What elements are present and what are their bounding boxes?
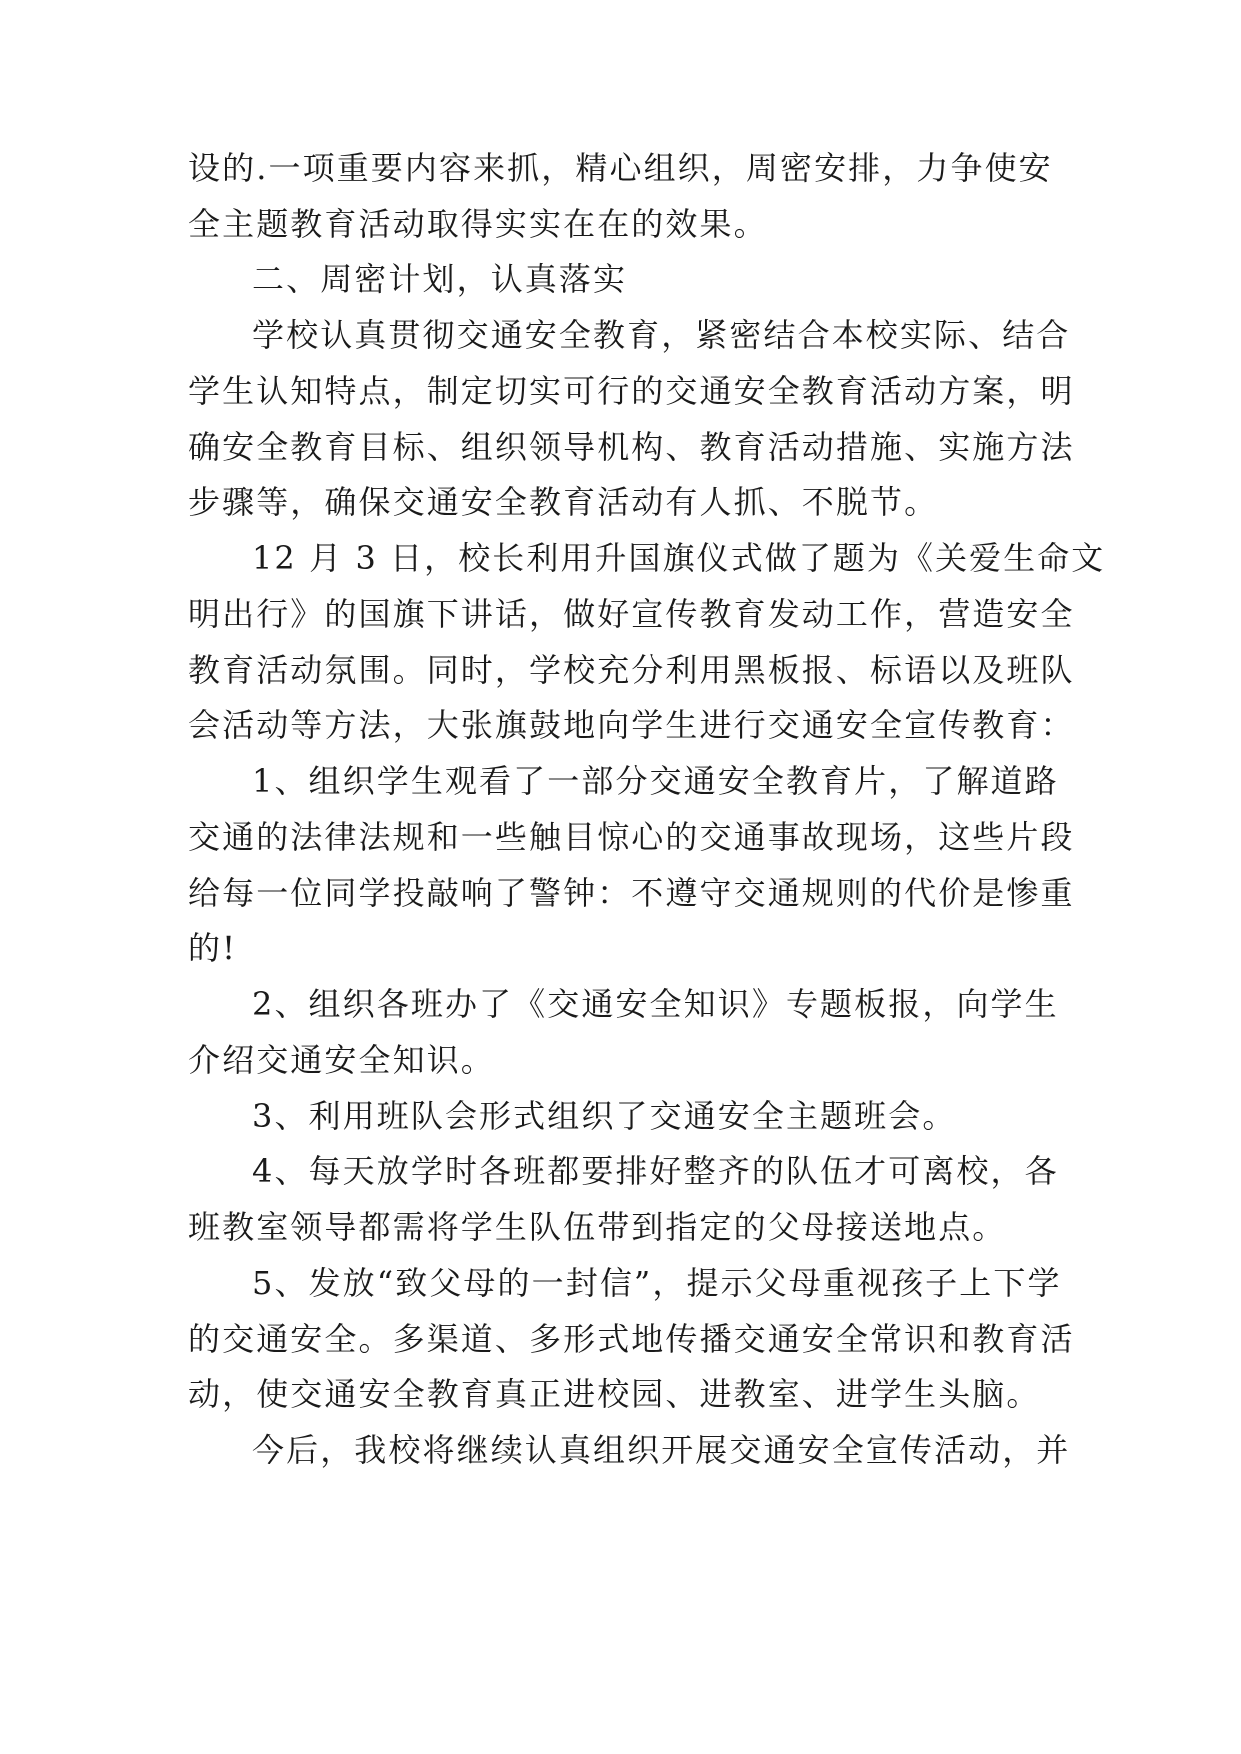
text-line: 的! xyxy=(188,929,238,967)
paragraph-start: 12 月 3 日，校长利用升国旗仪式做了题为《关爱生命文 xyxy=(252,539,1106,577)
text-line: 给每一位同学投敲响了警钟：不遵守交通规则的代价是惨重 xyxy=(188,874,1075,912)
text-line: 步骤等，确保交通安全教育活动有人抓、不脱节。 xyxy=(188,483,939,521)
text-line: 教育活动氛围。同时，学校充分利用黑板报、标语以及班队 xyxy=(188,651,1075,689)
paragraph-start: 今后，我校将继续认真组织开展交通安全宣传活动，并 xyxy=(252,1431,1071,1469)
list-item-2: 2、组织各班办了《交通安全知识》专题板报，向学生 xyxy=(252,985,1059,1023)
list-item-1: 1、组织学生观看了一部分交通安全教育片，了解道路 xyxy=(252,762,1059,800)
text-line: 会活动等方法，大张旗鼓地向学生进行交通安全宣传教育： xyxy=(188,706,1075,744)
section-heading: 二、周密计划，认真落实 xyxy=(252,260,628,298)
list-item-5: 5、发放“致父母的一封信”，提示父母重视孩子上下学 xyxy=(252,1264,1062,1302)
text-line: 全主题教育活动取得实实在在的效果。 xyxy=(188,205,768,243)
text-line: 确安全教育目标、组织领导机构、教育活动措施、实施方法 xyxy=(188,428,1075,466)
text-line: 介绍交通安全知识。 xyxy=(188,1041,495,1079)
text-line: 设的.一项重要内容来抓，精心组织，周密安排，力争使安 xyxy=(188,149,1053,187)
text-line: 交通的法律法规和一些触目惊心的交通事故现场，这些片段 xyxy=(188,818,1075,856)
text-line: 班教室领导都需将学生队伍带到指定的父母接送地点。 xyxy=(188,1208,1007,1246)
list-item-3: 3、利用班队会形式组织了交通安全主题班会。 xyxy=(252,1097,957,1135)
text-line: 的交通安全。多渠道、多形式地传播交通安全常识和教育活 xyxy=(188,1320,1075,1358)
text-line: 明出行》的国旗下讲话，做好宣传教育发动工作，营造安全 xyxy=(188,595,1075,633)
text-line: 学生认知特点，制定切实可行的交通安全教育活动方案，明 xyxy=(188,372,1075,410)
list-item-4: 4、每天放学时各班都要排好整齐的队伍才可离校，各 xyxy=(252,1152,1059,1190)
paragraph-start: 学校认真贯彻交通安全教育，紧密结合本校实际、结合 xyxy=(252,316,1071,354)
text-line: 动，使交通安全教育真正进校园、进教室、进学生头脑。 xyxy=(188,1375,1041,1413)
